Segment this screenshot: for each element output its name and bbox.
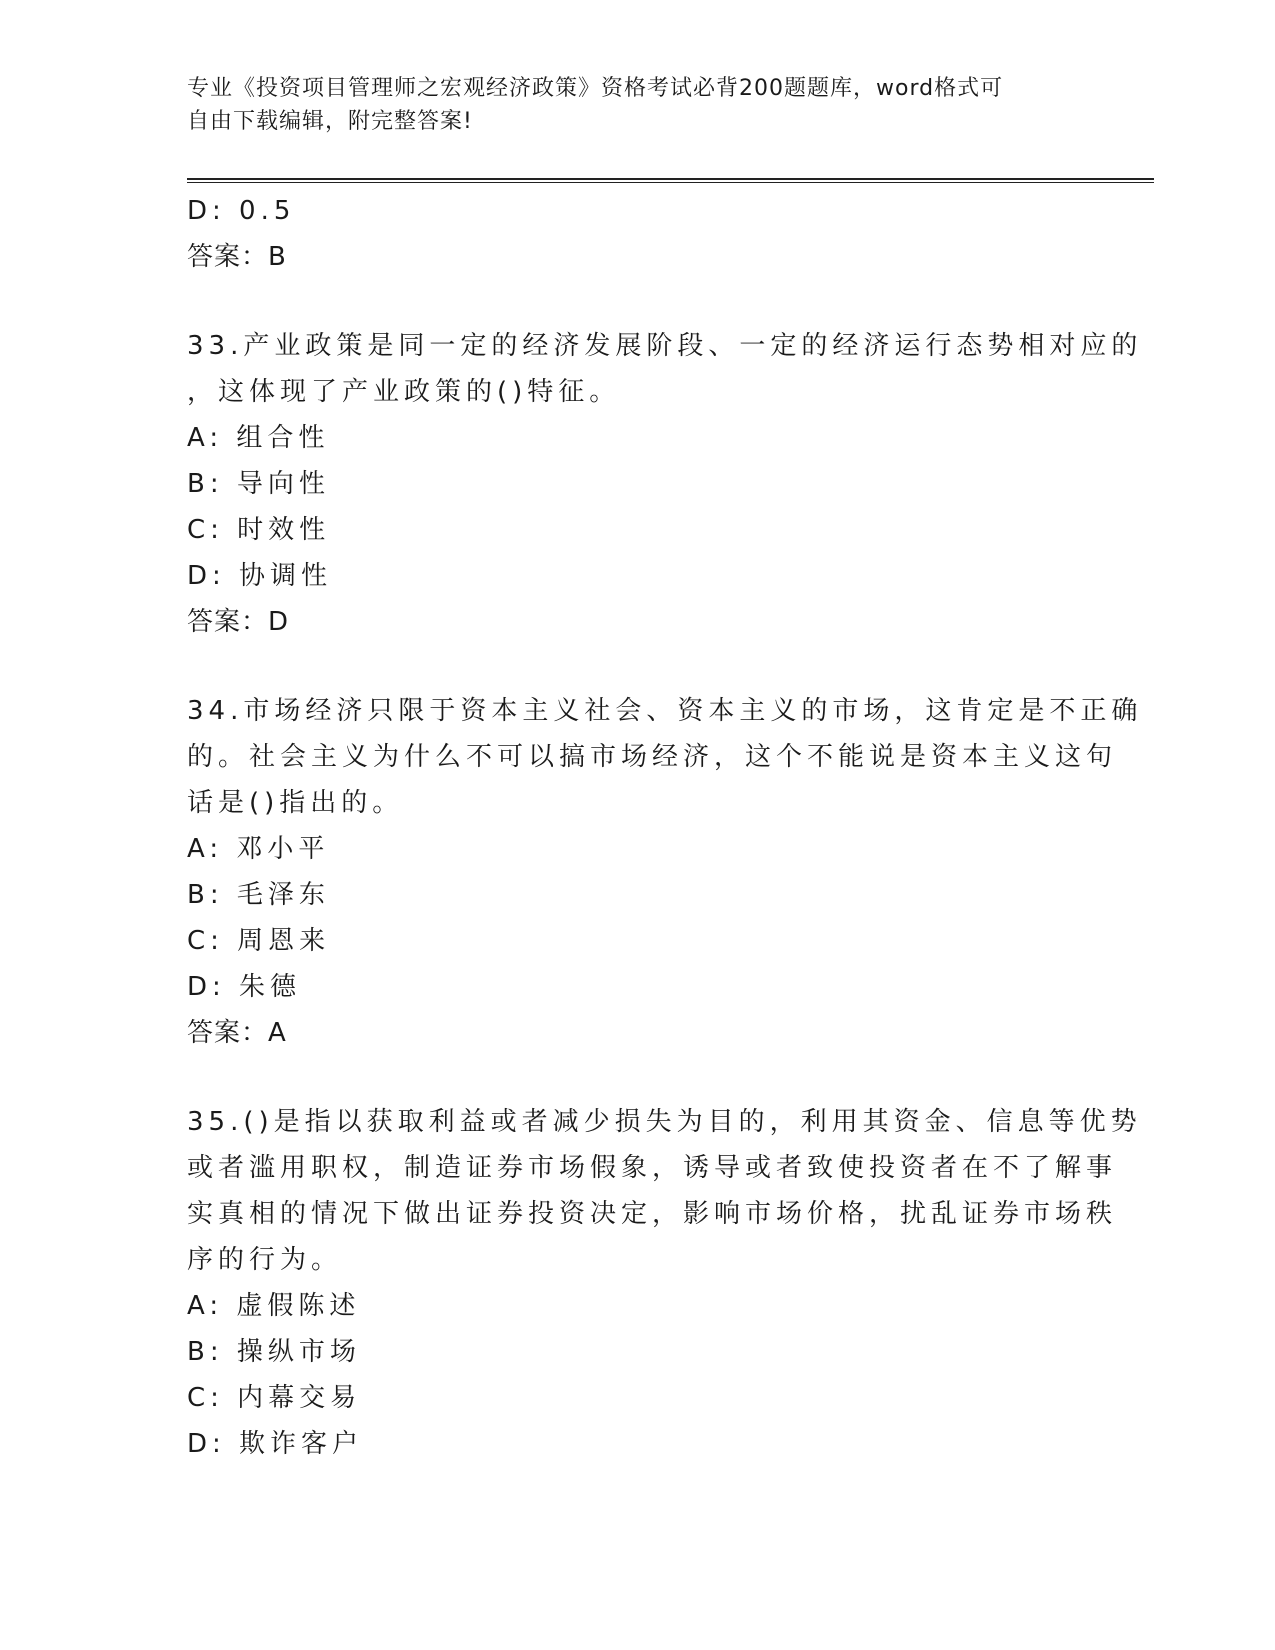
option-a: A: 虚假陈述 — [187, 1291, 361, 1321]
question-line: 话是()指出的。 — [187, 788, 404, 818]
option-a: A: 邓小平 — [187, 834, 330, 864]
option-a: A: 组合性 — [187, 423, 330, 453]
question-35 — [187, 1099, 1142, 1283]
question-line: 实真相的情况下做出证券投资决定，影响市场价格，扰乱证券市场秩 — [187, 1199, 1118, 1229]
spacer — [187, 1056, 1087, 1099]
option-b: B: 操纵市场 — [187, 1337, 361, 1367]
header-line-1: 专业《投资项目管理师之宏观经济政策》资格考试必背200题题库，word格式可 — [187, 76, 1004, 101]
answer: 答案：D — [187, 607, 290, 637]
question-line: 的。社会主义为什么不可以搞市场经济，这个不能说是资本主义这句 — [187, 742, 1118, 772]
option-c: C: 内幕交易 — [187, 1383, 362, 1413]
header-divider — [187, 178, 1154, 183]
option-c: C: 周恩来 — [187, 926, 331, 956]
question-line: 序的行为。 — [187, 1245, 343, 1275]
question-line: 33.产业政策是同一定的经济发展阶段、一定的经济运行态势相对应的 — [187, 331, 1143, 361]
spacer — [187, 280, 1087, 323]
option-d: D: 朱德 — [187, 972, 302, 1002]
answer: 答案：A — [187, 1018, 287, 1048]
question-line: 或者滥用职权，制造证券市场假象，诱导或者致使投资者在不了解事 — [187, 1153, 1118, 1183]
header-line-2: 自由下载编辑，附完整答案! — [187, 109, 473, 134]
option-d: D: 欺诈客户 — [187, 1429, 364, 1459]
question-line: 34.市场经济只限于资本主义社会、资本主义的市场，这肯定是不正确 — [187, 696, 1143, 726]
question-line: 35.()是指以获取利益或者减少损失为目的，利用其资金、信息等优势 — [187, 1107, 1142, 1137]
option-b: B: 毛泽东 — [187, 880, 330, 910]
question-33 — [187, 323, 1143, 415]
answer-prev: 答案：B — [187, 242, 287, 272]
page-header — [187, 72, 1067, 138]
option-c: C: 时效性 — [187, 515, 331, 545]
option-b: B: 导向性 — [187, 469, 330, 499]
option-d: D: 协调性 — [187, 561, 333, 591]
document-body — [187, 188, 1143, 1467]
option-d-prev: D: 0.5 — [187, 196, 296, 226]
spacer — [187, 645, 1087, 688]
question-line: ，这体现了产业政策的()特征。 — [187, 377, 621, 407]
question-34 — [187, 688, 1143, 826]
